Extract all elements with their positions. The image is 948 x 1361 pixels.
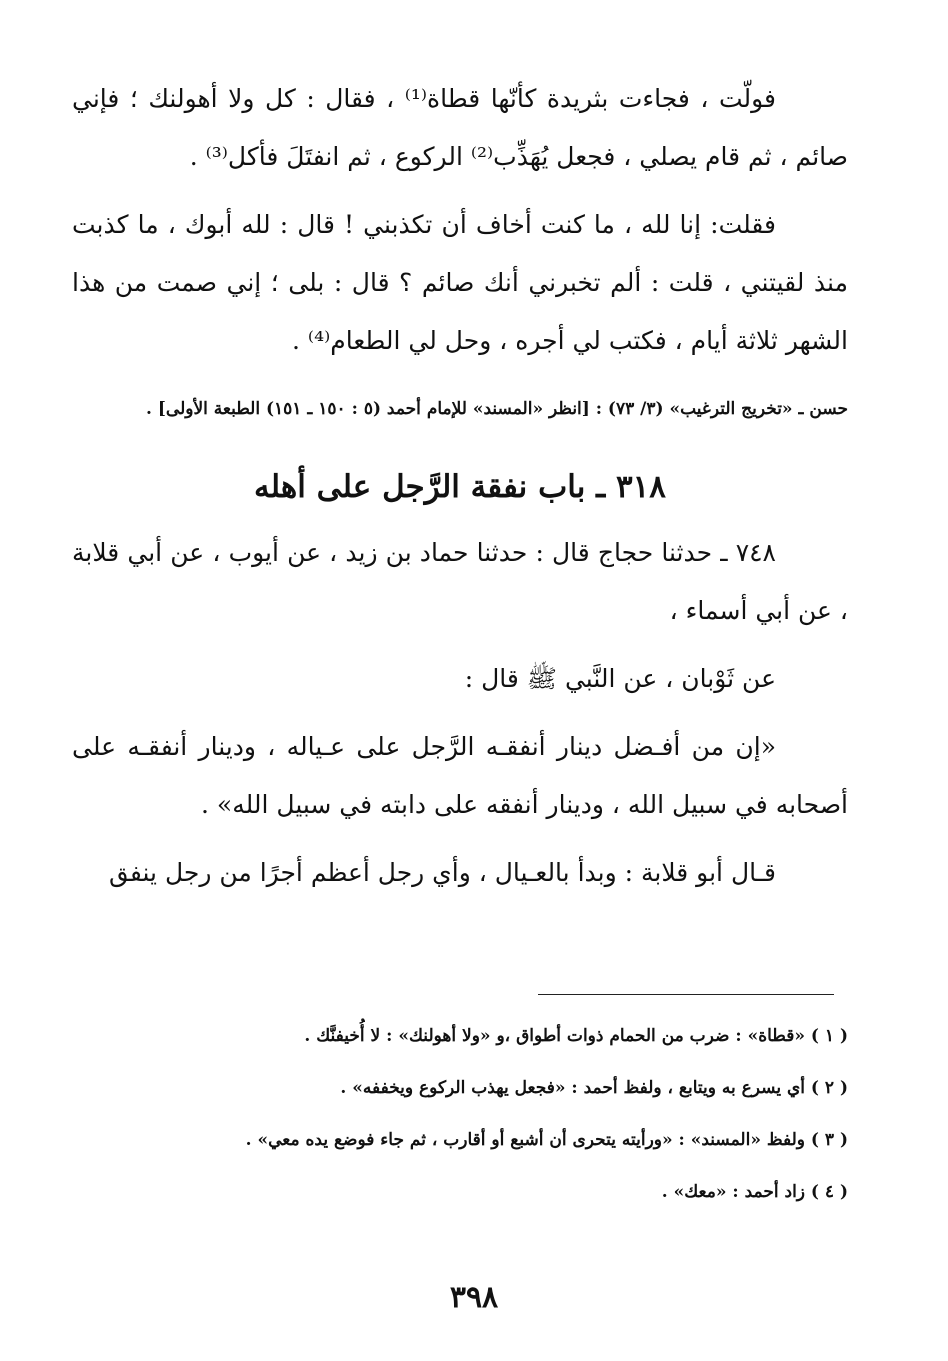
footnote-2: ( ٢ ) أي يسرع به ويتابع ، ولفظ أحمد : «فجعل يهذب الركوع ويخففه» . xyxy=(340,1078,848,1098)
chapter-heading: ٣١٨ ـ باب نفقة الرَّجل على أهله xyxy=(254,469,666,505)
footnote-4: ( ٤ ) زاد أحمد : «معك» . xyxy=(661,1182,848,1202)
hadith-text: «إن من أفـضل دينار أنفقـه الرَّجل على عـياله ، ودينار أنفقـه على أصحابه في سبيل الله ، ودينار أنفقه على دابته في سبيل الله» . xyxy=(72,732,848,819)
page-body xyxy=(72,70,848,912)
hadith-chain: ٧٤٨ ـ حدثنا حجاج قال : حدثنا حماد بن زيد ، عن أيوب ، عن أبي قلابة ، عن أبي أسماء ، xyxy=(72,538,848,625)
hadith-narrator: عن ثَوْبان ، عن النَّبي ﷺ قال : xyxy=(464,664,776,693)
footnote-1: ( ١ ) «قطاة» : ضرب من الحمام ذوات أطواق ،و «ولا أهولنك» : لا أُخيفنَّك . xyxy=(304,1026,848,1046)
footnote-separator xyxy=(538,994,834,995)
footnote-3: ( ٣ ) ولفظ «المسند» : «ورأيته يتحرى أن أشبع أو أقارب ، ثم جاء فوضع يده معي» . xyxy=(245,1130,848,1150)
footnotes xyxy=(72,1010,848,1218)
page-number: ٣٩٨ xyxy=(449,1280,499,1315)
source-note: حسن ـ «تخريج الترغيب» (٣/ ٧٣) : [انظر «المسند» للإمام أحمد (٥ : ١٥٠ ـ ١٥١) الطبعة الأولى] . xyxy=(146,399,848,419)
hadith-continuation: قـال أبو قلابة : وبدأ بالعـيال ، وأي رجل أعظم أجرًا من رجل ينفق xyxy=(109,858,776,887)
paragraph-1: فولّت ، فجاءت بثريدة كأنّها قطاة⁽¹⁾ ، فقال : كل ولا أهولنك ؛ فإني صائم ، ثم قام يصلي ، فجعل يُهَذِّب⁽²⁾ الركوع ، ثم انفتَلَ فأكل⁽³⁾ . xyxy=(72,84,848,171)
paragraph-2: فقلت: إنا لله ، ما كنت أخاف أن تكذبني ! قال : لله أبوك ، ما كذبت منذ لقيتني ، قلت : ألم تخبرني أنك صائم ؟ قال : بلى ؛ إني صمت من هذا الشهر ثلاثة أيام ، فكتب لي أجره ، وحل لي الطعام⁽⁴⁾ . xyxy=(72,210,848,355)
